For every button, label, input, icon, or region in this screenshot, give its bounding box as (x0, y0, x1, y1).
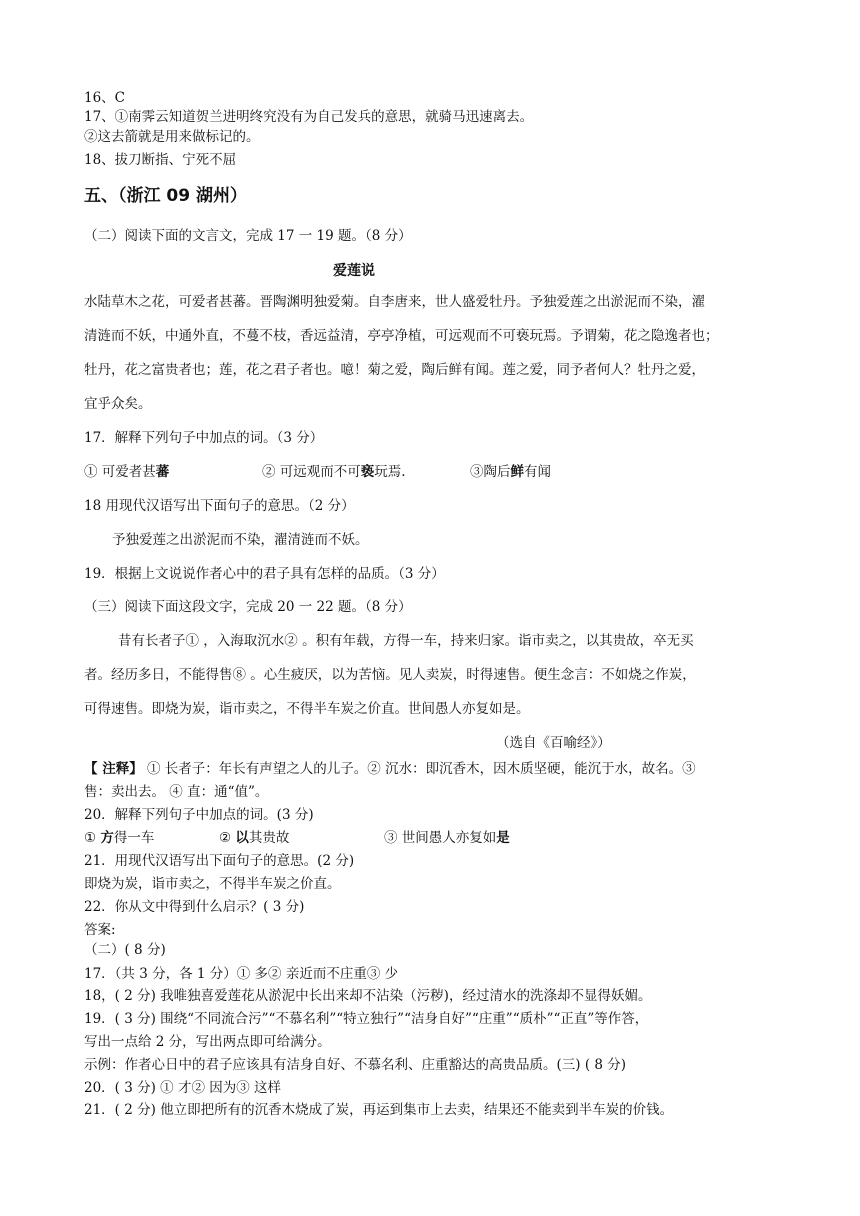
answer-18: 18、拔刀断指、宁死不屈 (84, 152, 237, 168)
section-5-heading: 五、（浙江 09 湖州） (84, 186, 247, 206)
question-19: 19．根据上文说说作者心中的君子具有怎样的品质。（3 分） (84, 566, 445, 582)
story-line-2: 者。经历多日，不能得售⑧ 。心生疲厌，以为苦恼。见人卖炭，时得速售。便生念言：不如烧之作炭， (84, 667, 696, 683)
answer-20: 20．( 3 分) ① 才② 因为③ 这样 (84, 1080, 282, 1096)
question-18: 18 用现代汉语写出下面句子的意思。（2 分） (84, 498, 355, 514)
story-line-1: 昔有长者子① ，入海取沉水② 。积有年载，方得一车，持来归家。诣市卖之，以其贵故，卒无买 (118, 633, 694, 649)
notes-line-1: 【 注释】 ① 长者子：年长有声望之人的儿子。② 沉水：即沉香木，因木质坚硬，能沉于水，故名。③ (84, 761, 696, 777)
q17-item-a: ① 可爱者甚蕃 (84, 464, 170, 480)
question-20-items (84, 829, 800, 847)
answers-heading: 答案: (84, 922, 116, 938)
answers-part-2: （二）( 8 分) (84, 942, 166, 958)
answer-19-line-1: 19．( 3 分) 围绕“不同流合污”“不慕名利”“特立独行”“洁身自好”“庄重”“质朴”“正直”等作答， (84, 1011, 649, 1027)
q20-item-a: ① 方得一车 (84, 830, 155, 846)
question-20: 20．解释下列句子中加点的词。(3 分) (84, 807, 314, 823)
q20-item-c: ③ 世间愚人亦复如是 (384, 830, 510, 846)
q17-item-c: ③陶后鲜有闻 (470, 464, 551, 480)
text-title: 爱莲说 (333, 263, 375, 279)
text-line-1: 水陆草木之花，可爱者甚蕃。晋陶渊明独爱菊。自李唐来，世人盛爱牡丹。予独爱莲之出淤泥而不染，濯 (84, 294, 705, 310)
question-18-sentence: 予独爱莲之出淤泥而不染，濯清涟而不妖。 (112, 532, 369, 548)
question-17-items (84, 463, 800, 481)
story-line-3: 可得速售。即烧为炭，诣市卖之，不得半车炭之价直。世间愚人亦复如是。 (84, 701, 530, 717)
answer-17-2: ②这去箭就是用来做标记的。 (84, 129, 260, 145)
answer-19-example: 示例：作者心日中的君子应该具有洁身自好、不慕名利、庄重豁达的高贵品质。(三) ( 8 分) (84, 1057, 627, 1073)
answer-19-line-2: 写出一点给 2 分，写出两点即可给满分。 (84, 1034, 331, 1050)
answer-17-1: 17、①南霁云知道贺兰进明终究没有为自己发兵的意思，就骑马迅速离去。 (84, 109, 534, 125)
text-line-4: 宜乎众矣。 (84, 396, 152, 412)
text-line-3: 牡丹，花之富贵者也；莲，花之君子者也。噫！菊之爱，陶后鲜有闻。莲之爱，同予者何人？牡丹之爱， (84, 362, 705, 378)
part-2-intro: （二）阅读下面的文言文，完成 17 一 19 题。（8 分） (84, 228, 412, 244)
q17-item-b: ② 可远观而不可亵玩焉. (262, 464, 406, 480)
answer-17: 17．（共 3 分，各 1 分）① 多② 亲近而不庄重③ 少 (84, 966, 399, 982)
question-22: 22．你从文中得到什么启示？( 3 分) (84, 899, 305, 915)
question-21-sentence: 即烧为炭，诣市卖之，不得半车炭之价直。 (84, 876, 341, 892)
question-21: 21．用现代汉语写出下面句子的意思。(2 分) (84, 853, 355, 869)
answer-16: 16、C (84, 90, 126, 106)
text-line-2: 清涟而不妖，中通外直，不蔓不枝，香远益清，亭亭净植，可远观而不可亵玩焉。予谓菊，花之隐逸者也； (84, 328, 719, 344)
q20-item-b: ② 以其贵故 (219, 830, 290, 846)
story-source: （选自《百喻经》） (496, 735, 611, 751)
answer-21: 21．( 2 分) 他立即把所有的沉香木烧成了炭，再运到集市上去卖，结果还不能卖到半车炭的价钱。 (84, 1102, 674, 1118)
question-17: 17．解释下列句子中加点的词。（3 分） (84, 430, 324, 446)
part-3-intro: （三）阅读下面这段文字，完成 20 一 22 题。（8 分） (84, 599, 412, 615)
answer-18: 18，( 2 分) 我唯独喜爱莲花从淤泥中长出来却不沾染（污秽)，经过清水的洗涤却不显得妖媚。 (84, 988, 652, 1004)
notes-line-2: 售：卖出去。 ④ 直：通“值”。 (84, 784, 269, 800)
